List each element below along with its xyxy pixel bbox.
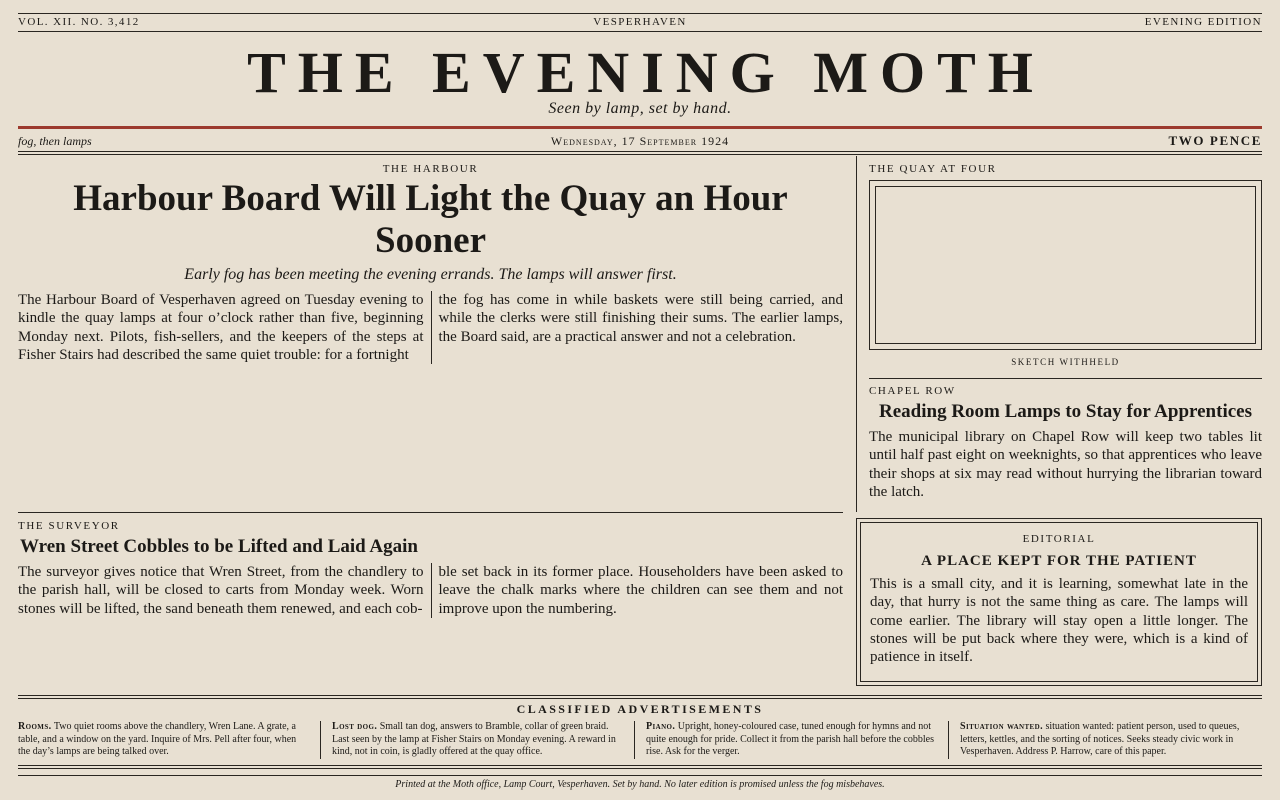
lead-headline: Harbour Board Will Light the Quay an Hour Sooner: [73, 178, 788, 261]
classified-heading: Piano.: [646, 721, 676, 732]
accent-rule: [18, 126, 1262, 129]
classified-item: [948, 721, 1262, 759]
price-label: TWO PENCE: [1168, 133, 1262, 148]
masthead-title: THE EVENING MOTH: [247, 40, 1045, 105]
classified-heading: Rooms.: [18, 721, 52, 732]
classified-text: Two quiet rooms above the chandlery, Wren Lane. A grate, a table, and a window on the yard. Inquire of Mrs. Pell after four, when the day’s lamps are being talked over.: [18, 721, 297, 757]
classified-text: Small tan dog, answers to Bramble, collar of green braid. Last seen by the lamp at Fisher Stairs on Monday evening. A reward in kind, not in coin, is gladly offered at the quay office.: [332, 721, 616, 757]
masthead-motto: Seen by lamp, set by hand.: [548, 100, 732, 117]
classified-heading: Lost dog.: [332, 721, 378, 732]
classifieds-columns: [18, 721, 1262, 759]
sketch-frame: [869, 180, 1262, 350]
sketch-caption: SKETCH WITHHELD: [1011, 357, 1120, 367]
editorial-body: This is a small city, and it is learning, somewhat late in the day, that hurry is not the same thing as care. The lamps will come earlier. The library will stay open a little longer. The stones will be put back where they were, which is a kind of patience in itself.: [870, 576, 1248, 666]
volume-number: VOL. XII. NO. 3,412: [18, 16, 140, 28]
editorial-inner: [860, 522, 1258, 682]
editorial-kicker: EDITORIAL: [1022, 533, 1096, 545]
classified-item: [18, 721, 320, 759]
surveyor-kicker: THE SURVEYOR: [18, 520, 120, 532]
chapel-body: The municipal library on Chapel Row will keep two tables lit until half past eight on weeknights, so that apprentices who leave their shops at six may read without hurrying the librarian toward the latch.: [869, 429, 1262, 500]
surveyor-column-1: The surveyor gives notice that Wren Street, from the chandlery to the parish hall, will be closed to carts from Monday week. Worn stones will be lifted, the sand beneath them renewed, and each cob-: [18, 563, 432, 618]
surveyor-story: [18, 520, 843, 618]
sidebar-kicker: THE QUAY AT FOUR: [869, 163, 997, 175]
footer-rule-2: [18, 768, 1262, 769]
top-strip: [18, 13, 1262, 32]
lead-deck: Early fog has been meeting the evening errands. The lamps will answer first.: [184, 266, 677, 283]
editorial-box: [856, 518, 1262, 686]
surveyor-columns: [18, 563, 843, 618]
sidebar-rule: [869, 378, 1262, 379]
edition-label: EVENING EDITION: [1144, 16, 1262, 28]
classified-item: [320, 721, 634, 759]
sidebar-sketch: [869, 163, 1262, 367]
column-divider: [856, 156, 857, 512]
chapel-kicker: CHAPEL ROW: [869, 385, 956, 397]
issue-date: Wednesday, 17 September 1924: [550, 134, 730, 148]
weather-note: fog, then lamps: [18, 134, 92, 148]
city-name: VESPERHAVEN: [593, 16, 687, 28]
lead-columns: [18, 291, 843, 364]
classified-rule-top-2: [18, 698, 1262, 699]
footer-rule-3: [18, 775, 1262, 776]
surveyor-headline: Wren Street Cobbles to be Lifted and Laid Again: [20, 536, 418, 557]
classified-rule-top: [18, 695, 1262, 696]
surveyor-column-2: ble set back in its former place. Householders have been asked to leave the chalk marks where the children can see them and not improve upon the numbering.: [438, 564, 843, 617]
classified-text: Upright, honey-coloured case, tuned enough for hymns and not quite enough for pride. Collect it from the parish hall before the cobbles rise. Ask for the verger.: [646, 721, 934, 757]
lead-column-2: the fog has come in while baskets were still being carried, and while the clerks were still finishing their sums. The earlier lamps, the Board said, are a practical answer and not a celebration.: [438, 292, 843, 345]
lead-story: [18, 163, 843, 364]
classified-text: situation wanted: patient person, used to queues, letters, kettles, and the sorting of notices. Seeks steady civic work in Vesperhaven. Address P. Harrow, care of this paper.: [960, 721, 1240, 757]
newspaper-page: [18, 0, 1262, 800]
section-rule: [18, 512, 843, 513]
chapel-headline: Reading Room Lamps to Stay for Apprentices: [879, 401, 1252, 422]
classifieds-title: CLASSIFIED ADVERTISEMENTS: [516, 702, 764, 716]
dateline-rule: [18, 154, 1262, 155]
sketch-placeholder: [875, 186, 1256, 344]
editorial-headline: A PLACE KEPT FOR THE PATIENT: [921, 553, 1197, 569]
classified-heading: Situation wanted.: [960, 721, 1043, 732]
lead-kicker: THE HARBOUR: [382, 163, 479, 175]
imprint-line: Printed at the Moth office, Lamp Court, Vesperhaven. Set by hand. No later edition is promised unless the fog misbehaves.: [395, 779, 885, 790]
footer-rule-1: [18, 765, 1262, 766]
classified-item: [634, 721, 948, 759]
dateline: [18, 131, 1262, 152]
lead-column-1: The Harbour Board of Vesperhaven agreed on Tuesday evening to kindle the quay lamps at four o’clock rather than five, beginning Monday next. Pilots, fish-sellers, and the keepers of the steps at Fisher Stairs had described the same quiet trouble: for a fortnight: [18, 291, 432, 364]
chapel-row-story: [869, 385, 1262, 501]
